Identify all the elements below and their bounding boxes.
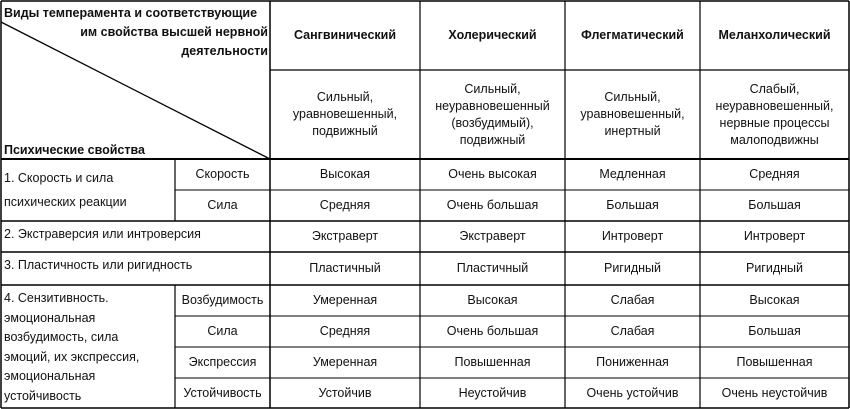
cell-value: Повышенная bbox=[454, 355, 531, 369]
cell-value: Слабая bbox=[610, 324, 655, 338]
sub-property-label: Сила bbox=[207, 324, 238, 338]
property-label: 2. Экстраверсия или интроверсия bbox=[4, 227, 201, 241]
cell-value: Высокая bbox=[319, 167, 371, 181]
cell-value: Большая bbox=[748, 324, 801, 338]
sub-property-label: Сила bbox=[207, 198, 238, 212]
nervous-system-desc: Слабый, неуравновешенный, нервные процессы малоподвижны bbox=[715, 81, 834, 147]
cell-value: Повышенная bbox=[736, 355, 813, 369]
cell-value: Ригидный bbox=[603, 261, 662, 275]
temperament-name: Меланхолический bbox=[718, 28, 831, 42]
cell-value: Медленная bbox=[599, 167, 666, 181]
cell-value: Умеренная bbox=[312, 293, 378, 307]
sub-property-label: Скорость bbox=[195, 167, 250, 181]
cell-value: Большая bbox=[606, 198, 659, 212]
cell-value: Слабая bbox=[610, 293, 655, 307]
cell-value: Высокая bbox=[749, 293, 800, 307]
property-label: 4. Сензитивность. эмоциональная возбудимость, сила эмоций, их экспрессия, эмоциональная устойчивость bbox=[4, 291, 140, 403]
property-label: 3. Пластичность или ригидность bbox=[4, 258, 193, 272]
cell-value: Экстраверт bbox=[311, 229, 379, 243]
temperament-name: Флегматический bbox=[581, 28, 684, 42]
cell-value: Очень большая bbox=[446, 324, 539, 338]
corner-title-line: Виды темперамента и соответствующие bbox=[4, 6, 258, 20]
cell-value: Очень устойчив bbox=[586, 385, 679, 400]
cell-value: Пластичный bbox=[456, 261, 529, 275]
cell-value: Очень неустойчив bbox=[721, 385, 828, 400]
cell-value: Неустойчив bbox=[458, 385, 527, 400]
property-label: 1. Скорость и сила психических реакции bbox=[4, 171, 127, 209]
nervous-system-desc: Сильный, неуравновешенный (возбудимый), подвижный bbox=[435, 81, 550, 147]
corner-diagonal bbox=[1, 22, 270, 159]
cell-value: Пониженная bbox=[596, 355, 669, 369]
cell-value: Большая bbox=[748, 198, 801, 212]
temperament-name: Сангвинический bbox=[293, 28, 397, 42]
sub-property-label: Устойчивость bbox=[183, 385, 262, 400]
nervous-system-desc: Сильный, уравновешенный, подвижный bbox=[292, 90, 398, 138]
cell-value: Средняя bbox=[749, 167, 800, 181]
cell-value: Интроверт bbox=[743, 229, 806, 243]
cell-value: Экстраверт bbox=[459, 229, 526, 243]
cell-value: Высокая bbox=[467, 293, 518, 307]
cell-value: Устойчив bbox=[318, 385, 372, 400]
cell-value: Интроверт bbox=[601, 229, 664, 243]
corner-title-line: деятельности bbox=[181, 44, 268, 58]
corner-title-line: им свойства высшей нервной bbox=[80, 25, 268, 39]
cell-value: Пластичный bbox=[309, 261, 381, 275]
cell-value: Ригидный bbox=[745, 261, 804, 275]
sub-property-label: Возбудимость bbox=[181, 293, 264, 307]
corner-row-label: Психические свойства bbox=[4, 143, 145, 157]
nervous-system-desc: Сильный, уравновешенный, инертный bbox=[580, 90, 685, 138]
cell-value: Очень большая bbox=[446, 198, 539, 212]
cell-value: Умеренная bbox=[312, 355, 378, 369]
cell-value: Очень высокая bbox=[448, 167, 537, 181]
temperament-name: Холерический bbox=[448, 28, 537, 42]
cell-value: Средняя bbox=[319, 324, 371, 338]
cell-value: Средняя bbox=[319, 198, 371, 212]
sub-property-label: Экспрессия bbox=[188, 355, 257, 369]
